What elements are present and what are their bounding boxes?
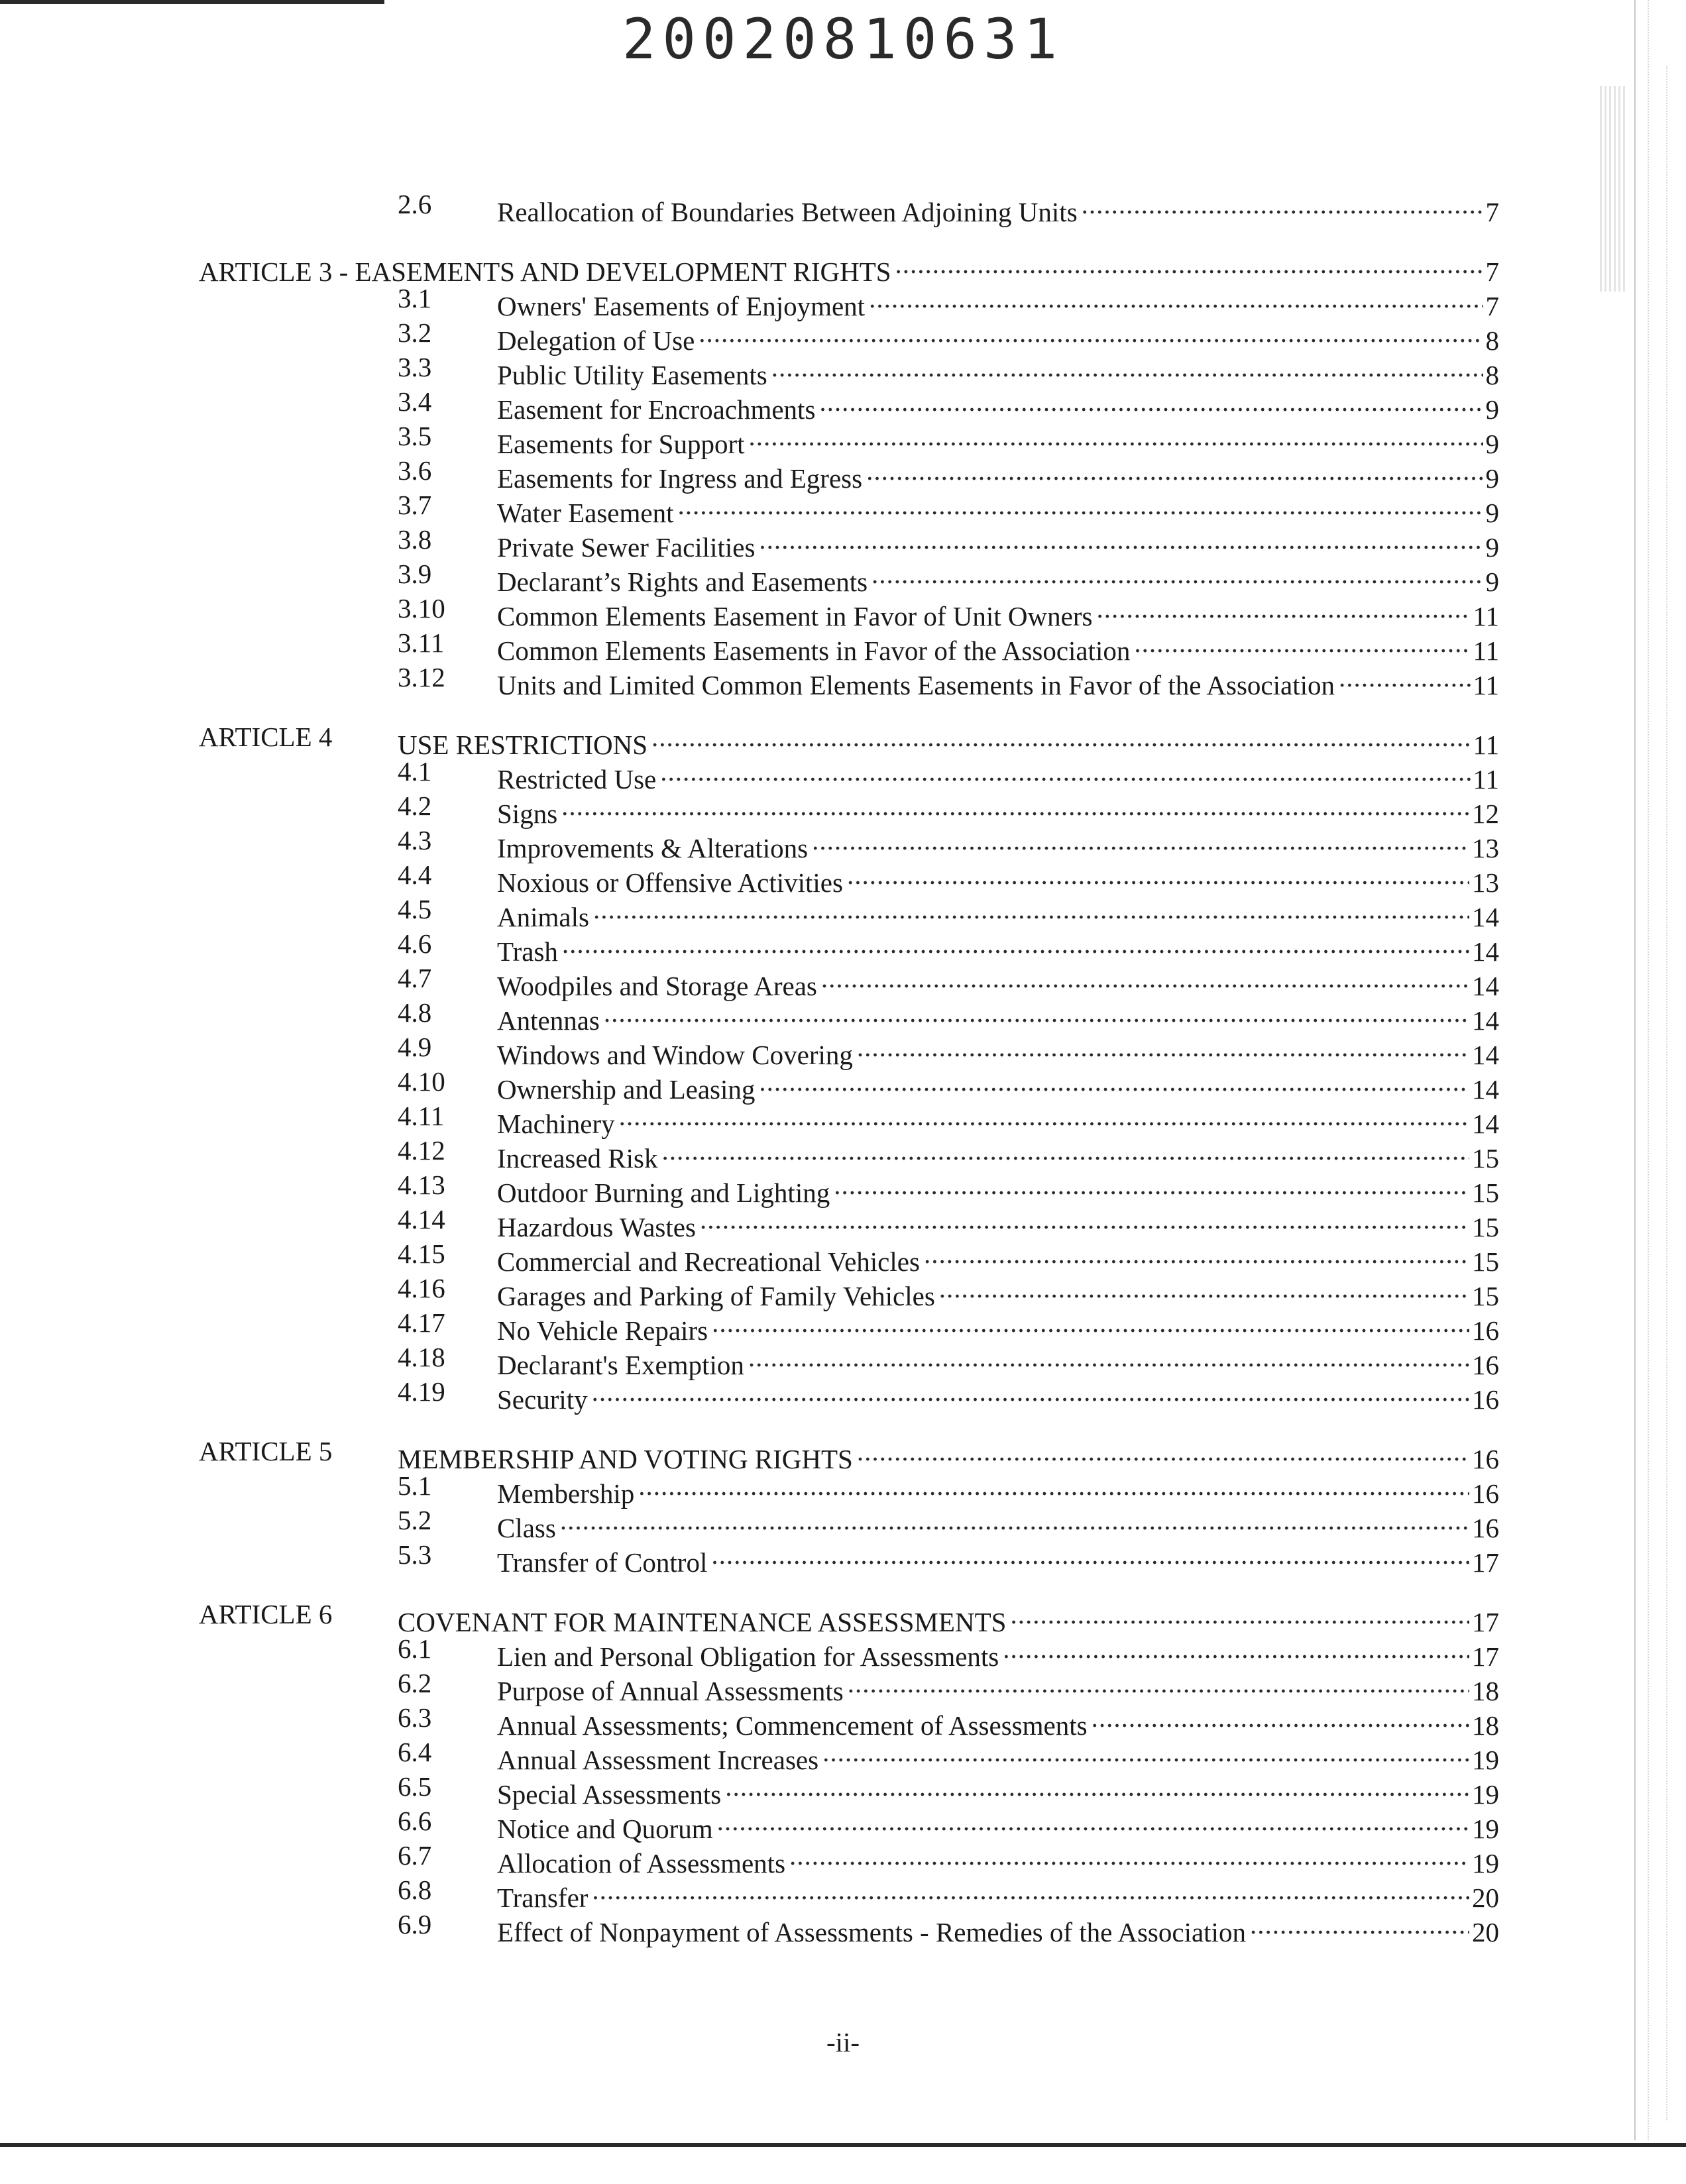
dot-leader <box>662 1133 1470 1168</box>
bottom-scan-rule <box>0 2143 1686 2147</box>
toc-section-row <box>199 1271 1499 1311</box>
section-number: 4.7 <box>398 963 432 993</box>
dot-leader <box>748 419 1483 453</box>
dot-leader <box>857 1030 1469 1064</box>
toc-section-row <box>199 281 1499 321</box>
section-number: 4.14 <box>398 1204 445 1234</box>
entry-title: Units and Limited Common Elements Easements in Favor of the Association <box>497 668 1339 702</box>
toc-section-row <box>199 1030 1499 1070</box>
dot-leader <box>1082 187 1483 221</box>
toc-article-row <box>199 1597 1499 1637</box>
entry-title: Notice and Quorum <box>497 1812 717 1846</box>
entry-title: ARTICLE 3 - EASEMENTS AND DEVELOPMENT RIGHTS <box>199 254 895 289</box>
page-number: 14 <box>1469 1038 1499 1072</box>
section-number: 6.6 <box>398 1806 432 1836</box>
entry-title: Private Sewer Facilities <box>497 530 759 565</box>
dot-leader <box>821 961 1469 995</box>
entry-title: Public Utility Easements <box>497 358 771 392</box>
entry-title: Owners' Easements of Enjoyment <box>497 289 869 323</box>
section-number: 4.3 <box>398 825 432 855</box>
page-number: 15 <box>1469 1210 1499 1244</box>
section-number: 4.19 <box>398 1376 445 1407</box>
section-number: 6.9 <box>398 1909 432 1939</box>
dot-leader <box>700 1202 1469 1236</box>
page-number: 9 <box>1483 565 1500 599</box>
entry-title: Easements for Ingress and Egress <box>497 461 866 496</box>
dot-leader <box>699 315 1483 350</box>
page-number: 14 <box>1469 934 1499 969</box>
page-number: 20 <box>1469 1915 1499 1949</box>
entry-title: Signs <box>497 796 561 831</box>
entry-title: Purpose of Annual Assessments <box>497 1674 848 1708</box>
entry-title: Ownership and Leasing <box>497 1072 759 1107</box>
section-number: 3.4 <box>398 386 432 417</box>
section-number: 3.11 <box>398 628 445 658</box>
page-number: 18 <box>1469 1674 1499 1708</box>
page-number: 17 <box>1469 1545 1499 1580</box>
section-number: 4.12 <box>398 1135 445 1166</box>
toc-section-row <box>199 1804 1499 1844</box>
toc-entry <box>497 1537 1499 1580</box>
entry-title: Antennas <box>497 1003 604 1038</box>
page-number: 11 <box>1471 668 1499 702</box>
section-number: 4.15 <box>398 1238 445 1269</box>
dot-leader <box>822 1735 1469 1769</box>
entry-title: Easement for Encroachments <box>497 392 819 427</box>
entry-title: Declarant’s Rights and Easements <box>497 565 871 599</box>
page-number: 15 <box>1469 1244 1499 1279</box>
dot-leader <box>924 1236 1469 1271</box>
dot-leader <box>712 1305 1469 1340</box>
toc-entry <box>497 187 1499 229</box>
page-number: 14 <box>1469 1072 1499 1107</box>
page-number: 16 <box>1469 1442 1499 1476</box>
page-number: 14 <box>1469 1003 1499 1038</box>
scan-edge-dots <box>1666 66 1673 2120</box>
page-number: 19 <box>1469 1743 1499 1777</box>
toc-section-row <box>199 1340 1499 1380</box>
page-number: 16 <box>1469 1313 1499 1348</box>
section-number: 3.7 <box>398 490 432 520</box>
section-number: 3.2 <box>398 317 432 348</box>
dot-leader <box>1250 1907 1469 1941</box>
toc-section-row <box>199 419 1499 459</box>
section-number: 3.10 <box>398 593 445 624</box>
toc-section-row <box>199 1064 1499 1105</box>
section-number: 6.5 <box>398 1771 432 1802</box>
entry-title: Restricted Use <box>497 762 660 796</box>
page-number: 17 <box>1469 1605 1499 1639</box>
entry-title: Special Assessments <box>497 1777 725 1812</box>
section-number: 4.2 <box>398 791 432 821</box>
toc-section-row <box>199 453 1499 494</box>
toc-section-row <box>199 1099 1499 1139</box>
dot-leader <box>871 557 1483 591</box>
entry-title: Annual Assessments; Commencement of Assessments <box>497 1708 1092 1743</box>
page-number: 19 <box>1469 1846 1499 1881</box>
section-number: 4.18 <box>398 1342 445 1372</box>
entry-title: COVENANT FOR MAINTENANCE ASSESSMENTS <box>398 1605 1010 1639</box>
entry-title: Membership <box>497 1476 638 1511</box>
document-number: 20020810631 <box>622 7 1064 72</box>
entry-title: Increased Risk <box>497 1141 662 1175</box>
entry-title: MEMBERSHIP AND VOTING RIGHTS <box>398 1442 857 1476</box>
page-number: 19 <box>1469 1777 1499 1812</box>
toc-section-row <box>199 1133 1499 1174</box>
entry-title: Noxious or Offensive Activities <box>497 865 847 900</box>
dot-leader <box>562 926 1469 961</box>
section-number: 6.4 <box>398 1737 432 1767</box>
dot-leader <box>834 1168 1469 1202</box>
section-number: 5.3 <box>398 1539 432 1570</box>
dot-leader <box>677 488 1483 522</box>
toc-article-row <box>199 1434 1499 1474</box>
section-number: 3.8 <box>398 524 432 555</box>
section-number: 4.16 <box>398 1273 445 1303</box>
toc-section-row <box>199 1374 1499 1415</box>
entry-title: No Vehicle Repairs <box>497 1313 712 1348</box>
section-number: 4.13 <box>398 1170 445 1200</box>
dot-leader <box>561 789 1469 823</box>
scan-edge-lines <box>1634 0 1649 2140</box>
entry-title: Commercial and Recreational Vehicles <box>497 1244 924 1279</box>
toc-section-row <box>199 1838 1499 1879</box>
toc-section-row <box>199 823 1499 863</box>
page-number: 17 <box>1469 1639 1499 1674</box>
toc-section-row <box>199 754 1499 794</box>
dot-leader <box>638 1468 1469 1503</box>
toc-section-row <box>199 1468 1499 1509</box>
page-number: 7 <box>1483 289 1500 323</box>
page-number: 9 <box>1483 530 1500 565</box>
dot-leader <box>1092 1700 1469 1735</box>
dot-leader <box>866 453 1483 488</box>
dot-leader <box>819 384 1483 419</box>
entry-title: Allocation of Assessments <box>497 1846 789 1881</box>
page-number: 8 <box>1483 323 1500 358</box>
dot-leader <box>1096 591 1470 626</box>
section-number: 6.8 <box>398 1875 432 1905</box>
toc-section-row <box>199 892 1499 932</box>
entry-title: Class <box>497 1511 560 1545</box>
entry-title: Garages and Parking of Family Vehicles <box>497 1279 939 1313</box>
page-number: 11 <box>1471 599 1499 633</box>
toc-section-row <box>199 1503 1499 1543</box>
toc-section-row <box>199 1202 1499 1242</box>
toc-section-row <box>199 187 1499 227</box>
dot-leader <box>592 1873 1469 1907</box>
section-number: 6.2 <box>398 1668 432 1698</box>
section-number: 6.3 <box>398 1702 432 1733</box>
toc-section-row <box>199 384 1499 425</box>
article-label: ARTICLE 4 <box>199 722 333 752</box>
toc-section-row <box>199 1666 1499 1706</box>
dot-leader <box>895 246 1483 281</box>
dot-leader <box>619 1099 1469 1133</box>
entry-title: Lien and Personal Obligation for Assessments <box>497 1639 1003 1674</box>
dot-leader <box>939 1271 1469 1305</box>
toc-section-row <box>199 522 1499 563</box>
section-number: 6.7 <box>398 1840 432 1871</box>
toc-section-row <box>199 1537 1499 1578</box>
toc-article-row <box>199 720 1499 760</box>
entry-title: Trash <box>497 934 562 969</box>
entry-title: Improvements & Alterations <box>497 831 812 865</box>
section-number: 4.8 <box>398 997 432 1028</box>
toc-article-row <box>199 246 1499 287</box>
entry-title: USE RESTRICTIONS <box>398 728 651 762</box>
article-label: ARTICLE 6 <box>199 1599 333 1629</box>
dot-leader <box>1134 626 1470 660</box>
entry-title: Common Elements Easement in Favor of Unit Owners <box>497 599 1096 633</box>
dot-leader <box>1010 1597 1469 1631</box>
top-scan-rule <box>0 0 384 4</box>
page-number: 15 <box>1469 1175 1499 1210</box>
toc-section-row <box>199 995 1499 1036</box>
page-number: 13 <box>1469 831 1499 865</box>
toc-section-row <box>199 591 1499 631</box>
section-number: 2.6 <box>398 189 432 219</box>
page-number: 11 <box>1471 728 1499 762</box>
toc-entry <box>497 1374 1499 1417</box>
page-footer-label: -ii- <box>826 2027 860 2057</box>
dot-leader <box>759 522 1483 557</box>
toc-section-row <box>199 626 1499 666</box>
entry-title: Declarant's Exemption <box>497 1348 748 1382</box>
page-number: 9 <box>1483 427 1500 461</box>
entry-title: Annual Assessment Increases <box>497 1743 822 1777</box>
toc-section-row <box>199 857 1499 898</box>
article-label: ARTICLE 5 <box>199 1436 333 1466</box>
toc-section-row <box>199 961 1499 1001</box>
section-number: 3.3 <box>398 352 432 382</box>
dot-leader <box>604 995 1469 1030</box>
toc-section-row <box>199 1168 1499 1208</box>
table-of-contents <box>199 187 1499 1947</box>
page-number: 13 <box>1469 865 1499 900</box>
dot-leader <box>789 1838 1469 1873</box>
page-number: 8 <box>1483 358 1500 392</box>
section-number: 6.1 <box>398 1633 432 1664</box>
entry-title: Animals <box>497 900 593 934</box>
toc-section-row <box>199 350 1499 390</box>
section-number: 5.2 <box>398 1505 432 1535</box>
page-number: 16 <box>1469 1382 1499 1417</box>
page-number: 11 <box>1471 762 1499 796</box>
entry-title: Machinery <box>497 1107 619 1141</box>
section-number: 4.9 <box>398 1032 432 1062</box>
dot-leader <box>857 1434 1469 1468</box>
section-number: 4.11 <box>398 1101 445 1131</box>
toc-section-row <box>199 315 1499 356</box>
entry-title: Windows and Window Covering <box>497 1038 857 1072</box>
page-number: 14 <box>1469 1107 1499 1141</box>
section-number: 4.1 <box>398 756 432 787</box>
entry-title: Effect of Nonpayment of Assessments - Remedies of the Association <box>497 1915 1250 1949</box>
section-number: 3.9 <box>398 559 432 589</box>
toc-section-row <box>199 1305 1499 1346</box>
dot-leader <box>660 754 1470 789</box>
page-number: 14 <box>1469 969 1499 1003</box>
section-number: 3.12 <box>398 662 445 692</box>
toc-section-row <box>199 789 1499 829</box>
section-number: 4.5 <box>398 894 432 924</box>
edge-stamp <box>1600 86 1626 292</box>
entry-title: Delegation of Use <box>497 323 699 358</box>
dot-leader <box>593 892 1469 926</box>
section-number: 4.4 <box>398 859 432 890</box>
toc-section-row <box>199 1873 1499 1913</box>
toc-section-row <box>199 1735 1499 1775</box>
dot-leader <box>711 1537 1469 1572</box>
toc-section-row <box>199 1631 1499 1672</box>
toc-section-row <box>199 1907 1499 1947</box>
entry-title: Woodpiles and Storage Areas <box>497 969 821 1003</box>
page-number: 18 <box>1469 1708 1499 1743</box>
entry-title: Water Easement <box>497 496 677 530</box>
section-number: 4.6 <box>398 928 432 959</box>
page-number: 20 <box>1469 1881 1499 1915</box>
dot-leader <box>717 1804 1469 1838</box>
page-number: 12 <box>1469 796 1499 831</box>
page-number: 7 <box>1483 254 1500 289</box>
toc-section-row <box>199 926 1499 967</box>
page-number: 15 <box>1469 1141 1499 1175</box>
toc-section-row <box>199 1236 1499 1277</box>
toc-entry <box>497 1907 1499 1949</box>
page-number: 7 <box>1483 195 1500 229</box>
entry-title: Easements for Support <box>497 427 748 461</box>
dot-leader <box>592 1374 1469 1409</box>
dot-leader <box>847 857 1469 892</box>
dot-leader <box>748 1340 1469 1374</box>
dot-leader <box>560 1503 1469 1537</box>
section-number: 5.1 <box>398 1470 432 1501</box>
page-number: 16 <box>1469 1348 1499 1382</box>
section-number: 4.17 <box>398 1307 445 1338</box>
toc-section-row <box>199 1769 1499 1810</box>
page-number: 9 <box>1483 392 1500 427</box>
dot-leader <box>759 1064 1469 1099</box>
page-number: 19 <box>1469 1812 1499 1846</box>
toc-section-row <box>199 1700 1499 1741</box>
toc-section-row <box>199 660 1499 700</box>
dot-leader <box>848 1666 1469 1700</box>
entry-title: Common Elements Easements in Favor of the Association <box>497 633 1134 668</box>
page-number: 16 <box>1469 1511 1499 1545</box>
section-number: 4.10 <box>398 1066 445 1097</box>
entry-title: Transfer of Control <box>497 1545 711 1580</box>
entry-title: Outdoor Burning and Lighting <box>497 1175 834 1210</box>
dot-leader <box>1003 1631 1469 1666</box>
dot-leader <box>725 1769 1469 1804</box>
toc-entry <box>497 660 1499 702</box>
section-number: 3.1 <box>398 283 432 313</box>
dot-leader <box>1339 660 1471 694</box>
dot-leader <box>869 281 1483 315</box>
entry-title: Reallocation of Boundaries Between Adjoining Units <box>497 195 1082 229</box>
toc-section-row <box>199 557 1499 597</box>
entry-title: Hazardous Wastes <box>497 1210 700 1244</box>
entry-title: Security <box>497 1382 592 1417</box>
page-number: 16 <box>1469 1476 1499 1511</box>
entry-title: Transfer <box>497 1881 592 1915</box>
dot-leader <box>651 720 1471 754</box>
page-number: 14 <box>1469 900 1499 934</box>
dot-leader <box>812 823 1469 857</box>
dot-leader <box>771 350 1483 384</box>
page-number: 9 <box>1483 461 1500 496</box>
section-number: 3.5 <box>398 421 432 451</box>
page-number: 9 <box>1483 496 1500 530</box>
page-number: 11 <box>1471 633 1499 668</box>
toc-section-row <box>199 488 1499 528</box>
page-number: 15 <box>1469 1279 1499 1313</box>
section-number: 3.6 <box>398 455 432 486</box>
